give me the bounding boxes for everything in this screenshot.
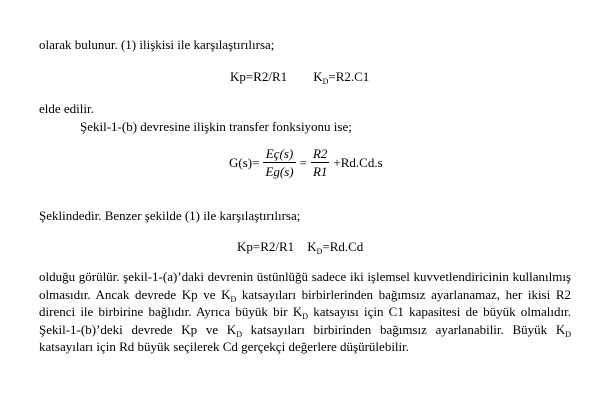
equation-transfer-function (227, 146, 385, 179)
equation-kp: Kp=R2/R1 (230, 69, 288, 84)
text-segment: katsayıları birbirinden bağımsız ayarlanabilir. Büyük K (241, 321, 566, 337)
equation-tail: +Rd.Cd.s (333, 155, 383, 170)
text-segment: katsayısı için C1 kapasitesi de büyük olmalıdır. Şekil-1-(b)’deki devrede Kp ve K (39, 304, 571, 337)
subscript-d: D (565, 329, 571, 339)
paragraph-conclusion (39, 268, 571, 356)
subscript-d: D (230, 294, 237, 304)
equation-kd-value: =R2.C1 (328, 69, 370, 84)
paragraph-elde: elde edilir. (39, 101, 94, 116)
equation-kd-symbol: K (307, 239, 317, 254)
equation-kp-kd-2 (237, 238, 363, 255)
text-segment: katsayıları birbirlerinden bağımsız ayarlanamaz, her ikisi R2 direnci ile birbirine bağlıdır. Ayrıca büyük bir K (39, 286, 571, 319)
equation-kd-value: =Rd.Cd (322, 239, 364, 254)
equation-kp-kd-1 (230, 68, 369, 85)
equation-kd-subscript: D (322, 77, 329, 86)
fraction-r2-r1 (311, 146, 329, 179)
equation-kd-subscript: D (316, 247, 323, 256)
paragraph-intro: olarak bulunur. (1) ilişkisi ile karşılaştırılırsa; (39, 37, 275, 52)
equation-equals: = (299, 155, 307, 170)
fraction-numerator-ec: Eç(s) (263, 146, 295, 163)
fraction-numerator-r2: R2 (312, 146, 328, 161)
fraction-denominator-eg: Eg(s) (265, 164, 294, 179)
equation-kp: Kp=R2/R1 (237, 239, 295, 254)
equation-lhs: G(s)= (229, 155, 260, 170)
text-segment: olduğu görülür. şekil-1-(a)’daki devrenin üstünlüğü sadece iki işlemsel kuvvetlendiricinin kullanılmış olmasıdır. Ancak devrede Kp ve K (39, 269, 571, 302)
paragraph-seklindedir: Şeklindedir. Benzer şekilde (1) ile karşılaştırılırsa; (39, 208, 301, 223)
subscript-d: D (302, 312, 308, 321)
fraction-ec-eg (263, 146, 295, 179)
paragraph-sekil-b: Şekil-1-(b) devresine ilişkin transfer fonksiyonu ise; (80, 119, 352, 134)
fraction-denominator-r1: R1 (312, 164, 328, 179)
text-segment: katsayıları için Rd büyük seçilerek Cd gerçekçi değerlere düşürülebilir. (39, 339, 410, 354)
equation-kd-symbol: K (313, 69, 323, 84)
subscript-d: D (236, 329, 242, 339)
